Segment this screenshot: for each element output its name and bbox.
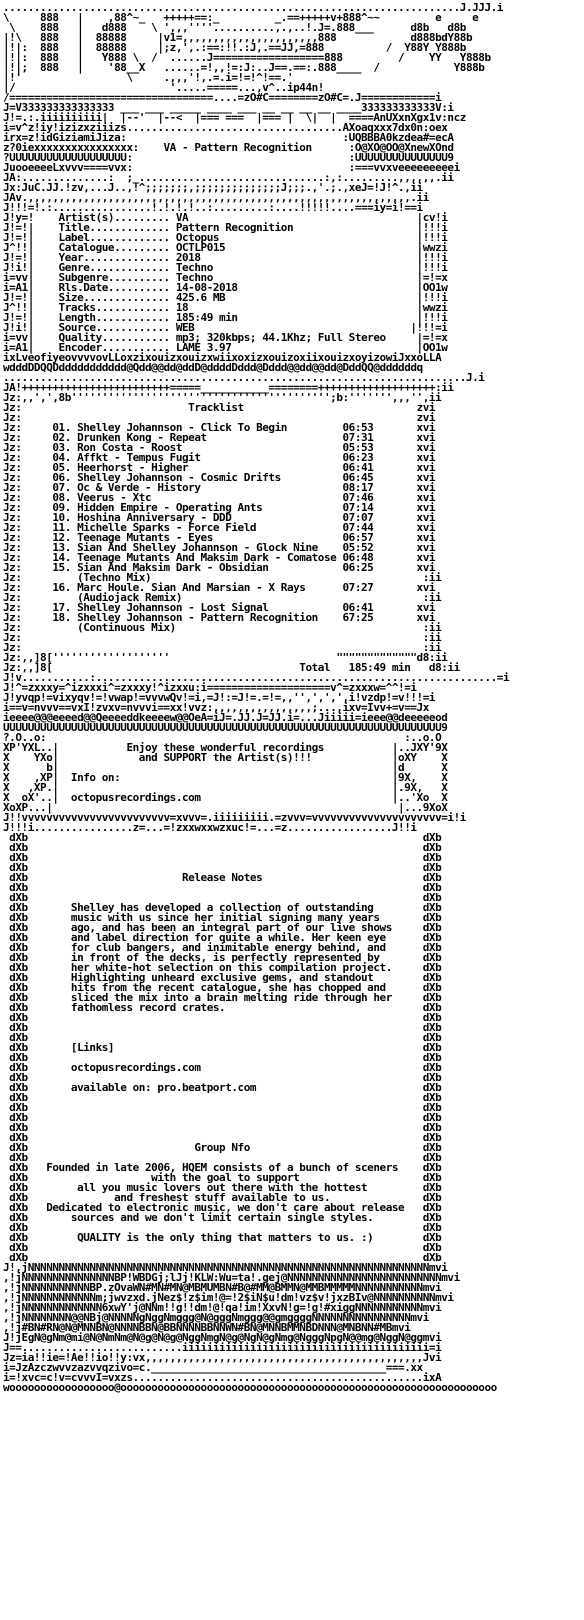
notes-border: dXb dXb [3,851,442,864]
notes-body-line: dXb ago, and has been an integral part of our live shows dXb [3,921,442,934]
support-url: X oX'..| octopusrecordings.com |..'Xo X [3,791,448,804]
separator-art-line: Jz:,,]8[''''''''''''''''''' """""""""""""d8:ii [3,651,448,664]
notes-border: dXb dXb [3,841,442,854]
info-field-subgenre: i=vv| Subgenre.......... Techno |=!=x [3,271,448,284]
notes-body-line: dXb and label direction for quite a while. Her keen eye dXb [3,931,442,944]
info-field-genre: J!i!| Genre............. Techno |!!!i [3,261,448,274]
header-art-line: |/ '.....=====...,v^..ip44n! [3,81,324,94]
header-art-line: irx=z!idGiziamiJiza: :UQBBBA0kzdea#=ecA [3,131,454,144]
header-art-line: Jx:JuC.JJ.!zv,...J..,!^;;;;;;;,;;;;;;;;;;;;;;J;;;.,'.;.,xeJ=!J!^.,ii [3,181,423,194]
header-art-line: |!|; 888 | '88__X ......=!,,!=:J:..J==.==:.888____ / Y888b [3,61,485,74]
track-row: Jz: 16. Marc Houle. Sian And Marsian - X Rays 07:27 xvi [3,581,436,594]
notes-border: dXb dXb [3,1071,442,1084]
support-info-label: X ,XP| Info on: |9X, X [3,771,448,784]
nfo-line: Jz: zvi [3,411,436,424]
track-row: Jz: 10. Hoshina Anniversary - DDD 07:07 xvi [3,511,436,524]
info-field-encoder: i=A1| Encoder........... LAME 3.97 |OO1w [3,341,448,354]
separator-art-line: UUUUUUUUUUUUUUUUUUUUUUUUUUUUUUUUUUUUUUUUUUUUUUUUUUUUUUUUUUUUUUUUUUUUUUU9 [3,721,448,734]
separator-art-line: J!^=zxxxy=^izxxxi^=zxxxy!^izxxu:i====================v^=zxxxw=^^!=i [3,681,417,694]
notes-body-line: dXb fathomless record crates. dXb [3,1001,442,1014]
tracklist-heading: Jz: Tracklist zvi [3,401,436,414]
notes-border: dXb dXb [3,1101,442,1114]
header-art-line: JAv.,,,,,,,,,,,,,,,,,,,,,,,,,,,,,,,,,,,,,,,,,,,,,,,,,,,,,,,,,,,,,,.ii [3,191,429,204]
notes-border: dXb dXb [3,1131,442,1144]
info-field-label: J!=!| Label............. Octopus |!!!i [3,231,448,244]
header-art-line: \ 888 | d888 \ ',,,''''..........,.,..!.J=.888___ d8b d8b [3,21,466,34]
notes-border: dXb dXb [3,1111,442,1124]
group-motto: dXb QUALITY is the only thing that matters to us. :) dXb [3,1231,442,1244]
notes-link: dXb octopusrecordings.com dXb [3,1061,442,1074]
nfo-line: Jz: :ii [3,631,442,644]
notes-border: dXb dXb [3,1221,442,1234]
footer-art-line: i=!xvc=c!v=cvvvI=vxzs...............................................ixA [3,1371,442,1384]
support-art-line: X ,XP.| |.9X, X [3,781,448,794]
support-box-top: ?.O..o: :..o.O [3,731,442,744]
group-body-line: dXb with the goal to support dXb [3,1171,442,1184]
footer-art-line: J==..........................iiiiiiiiiiiiiiiiiiiiiiiiiiiiiiiiiiiiiiii=i [3,1341,442,1354]
track-row: Jz: 07. Oc & Verde - History 08:17 xvi [3,481,436,494]
notes-body-line: dXb Shelley has developed a collection of outstanding dXb [3,901,442,914]
separator-art-line: i==v=nvvv==vxI!zvxv=nvvvi==xx!vvz:,,,,,,,,,,,,,,,,;...,ixv=Ivv+=v==Jx [3,701,429,714]
notes-border: dXb dXb [3,861,442,874]
group-body-line: dXb all you music lovers out there with the hottest dXb [3,1181,442,1194]
footer-art-line: Jz=ia!!ie=!Ae!!io!!y:vx,,,,,,,,,,,,,,,,,,,,,,,,,,,,,,,,,,,,,,,,,,,,,Jvi [3,1351,442,1364]
header-art-line: i=v^z!iy!izizxziiizs...................................AXoaqxxx7dx0n:oex [3,121,448,134]
track-row: Jz: 14. Teenage Mutants And Maksim Dark - Comatose 06:48 xvi [3,551,436,564]
separator-art-line: ...........................................................................J.i [3,371,485,384]
footer-art-line: ,!jNNNNNNNN@@NBj@NNNNNgNggNmggg@N@gggNmggg@@gmggggNNNNNNNNNNNNNNNNmvi [3,1311,429,1324]
notes-links-label: dXb [Links] dXb [3,1041,442,1054]
separator-art-line: Jz:,,',',8b'''''''''''''''''''''''''''''''''''''''''';b:''''''',,,'',ii [3,391,442,404]
separator-art-line: J!!vvvvvvvvvvvvvvvvvvvvvvvv=xvvv=.iiiiiiiii.=zvvv=vvvvvvvvvvvvvvvvvvvvv=i!i [3,811,466,824]
footer-art-line: ,!jNNNNNNNNNNNBP.zOvaWN#MN#MN@MBMUMBN#B@#MM@BMMN@MMBMMMMMNNNNNNNNNNNmvi [3,1281,442,1294]
info-field-year: J!=!| Year.............. 2018 |!!!i [3,251,448,264]
separator-art-line: wdddDDQQDddddddddddd@Qdd@@dd@ddD@ddddDddd@Dddd@@dd@@dd@DddQQ@ddddddq [3,361,423,374]
info-field-catalogue: J^!!| Catalogue......... OCTLP015 |wwzi [3,241,448,254]
notes-body-line: dXb music with us since her initial signing many years dXb [3,911,442,924]
separator-art-line: J!!!i................z=...=!zxxwxxwzxuc!=...=z.................J!!i [3,821,417,834]
group-body-line: dXb sources and we don't limit certain single styles. dXb [3,1211,442,1224]
nfo-document [3,3,581,1393]
track-row: Jz: 04. Affkt - Tempus Fugit 06:23 xvi [3,451,436,464]
footer-art-line: ,!jNNNNNNNNNNNNN6xwY'j@NNm!!g!!dm!@!qa!im!XxvN!g=!g!#xiggNNNNNNNNNNNmvi [3,1301,442,1314]
notes-border: dXb dXb [3,1121,442,1134]
track-row: Jz: 12. Teenage Mutants - Eyes 06:57 xvi [3,531,436,544]
info-field-length: J!=!| Length............ 185:49 min |!!!i [3,311,448,324]
header-art-line: ..........................................................................J.JJJ.i [3,3,503,14]
header-art-line: |!' \ .,,,'!,.=.i=!=!^!==.' [3,71,294,84]
notes-border: dXb dXb [3,831,442,844]
footer-art-line: i=JzAzczwvvzazvvqzivo=c.______________________________________===.xx [3,1361,423,1374]
header-art-line: J=V333333333333333 ___ ___ _____ ____ ___ __ __ __ __ ____333333333333V:i [3,101,454,114]
notes-border: dXb dXb [3,1031,442,1044]
separator-art-line: J!yvqp!=vixyqv!=!vwap!=vvvwQv!=i,=J!:=J!=.=!=,,'',',',',i!vzdp!=v!!!=i [3,691,436,704]
support-art-line: X b| |d X [3,761,448,774]
info-field-tracks: J^!!| Tracks............ 18 |wwzi [3,301,448,314]
track-row: Jz: 06. Shelley Johannson - Cosmic Drifts 06:45 xvi [3,471,436,484]
header-art-line: JA:..............: ;_..............................:,:.........,,,,,,.ii [3,171,454,184]
footer-art-line: ,!jNNNNNNNNNNNNNNNBP!WBDGj;lJj!KLW:Wu=ta!.gej@NNNNNNNNNNNNNNNNNNNNNNNNNmvi [3,1271,460,1284]
support-box-bottom: XoXP...| |...9XoX [3,801,448,814]
info-field-source: J!i!| Source............ WEB |!!!=i [3,321,448,334]
group-body-line: dXb Founded in late 2006, HQEM consists of a bunch of sceners dXb [3,1161,442,1174]
footer-art-line: J!jEgN@gNm@mi@N@NmNm@N@g@N@g@NggNmgN@g@NgN@gNmg@NgggNpgN@@mg@NggN@ggmvi [3,1331,442,1344]
info-field-size: J!=!| Size.............. 425.6 MB |!!!i [3,291,448,304]
header-art-line: J!!!=!.:................!.!.!.!..:.........:....!!!!!....===iy=i!==i [3,201,423,214]
header-art-line: |!|: 888 | 88888 |;z,',.:==:!!.:J,.==JJ,=888 / Y88Y Y888b [3,41,466,54]
track-row: Jz: 05. Heerhorst - Higher 06:41 xvi [3,461,436,474]
track-subtitle: Jz: (Techno Mix) :ii [3,571,442,584]
separator-art-line: JA!++++++++++++++++++++++++=====___________========+++++++++++++++++++:ii [3,381,454,394]
header-art-line: J!=.:.iiiiiiiiii| |--' |--< |=== === |=== | \| | ====AnUXxnXgx1v:ncz [3,111,466,124]
notes-heading: dXb Release Notes dXb [3,871,442,884]
notes-body-line: dXb sliced the mix into a brain melting ride through her dXb [3,991,442,1004]
group-body-line: dXb and freshest stuff available to us. dXb [3,1191,442,1204]
group-body-line: dXb Dedicated to electronic music, we don't care about release dXb [3,1201,442,1214]
notes-border: dXb dXb [3,1011,442,1024]
header-art-line: JuooeeeeLxvvv====vvx: :===vvxveeeeeeeeei [3,161,460,174]
footer-art-line: ,!j#BN#RN@N@MNNBN@NNNNBBN@BBNNNNBBNNWN#BN@MNNBMMNBDNNN@MNBNN#MBmvi [3,1321,411,1334]
separator-art-line: ieeee@@@eeeed@@Qeeeeddkeeeew@@OeA=iJ=.JJ.J=JJ.i=...Jiiiii=ieee@@deeeeeod [3,711,448,724]
track-row: Jz: 09. Hidden Empire - Operating Ants 07:14 xvi [3,501,436,514]
notes-border: dXb dXb [3,891,442,904]
track-row: Jz: 11. Michelle Sparks - Force Field 07:44 xvi [3,521,436,534]
notes-border: dXb dXb [3,1051,442,1064]
header-art-line: \ 888 | ,88^~_ +++++==:_ _.==+++++v+888^~~ e e [3,11,479,24]
notes-border: dXb dXb [3,1151,442,1164]
notes-body-line: dXb in front of the decks, is perfectly represented by dXb [3,951,442,964]
track-row: Jz: 15. Sian And Maksim Dark - Obsidian 06:25 xvi [3,561,436,574]
track-row: Jz: 08. Veerus - Xtc 07:46 xvi [3,491,436,504]
notes-border: dXb dXb [3,1241,442,1254]
notes-body-line: dXb hits from the recent catalogue, she has chopped and dXb [3,981,442,994]
info-field-artists: J!y=! Artist(s)......... VA |cv!i [3,211,448,224]
header-art-line: |!|: 888 | Y888 \ / ......J==================888 / YY Y888b [3,51,491,64]
track-row: Jz: 13. Sian And Shelley Johannson - Glock Nine 05:52 xvi [3,541,436,554]
header-art-line: /=================================....=zO#C========zO#C=.J============i [3,91,442,104]
track-row: Jz: 17. Shelley Johannson - Lost Signal 06:41 xvi [3,601,436,614]
footer-art-line: wooooooooooooooooo@ooooooooooooooooooooooooooooooooooooooooooooooooooooooooooooo [3,1381,497,1393]
notes-body-line: dXb for club bangers, and inimitable energy behind, and dXb [3,941,442,954]
separator-art-line: J!v...........:.................................................................=i [3,671,510,684]
info-field-rlsdate: i=A1| Rls.Date.......... 14-08-2018 |OO1w [3,281,448,294]
separator-art-line: ixLveofiyeovvvvovLLoxzixouizxouizxwiixoxizxouizoxiixouizxoyizowiJxxoLLA [3,351,442,364]
nfo-line: Jz: :ii [3,641,442,654]
header-art-line: |!\ 888 | 88888 |v1=,,,,,,,,,,,,,,,,,,,,,,888 d888bdY88b [3,31,473,44]
support-line: XP'YXL..| Enjoy these wonderful recordings |..JXY'9X [3,741,448,754]
track-row: Jz: 02. Drunken Kong - Repeat 07:31 xvi [3,431,436,444]
track-subtitle: Jz: (Audiojack Remix) :ii [3,591,442,604]
release-title-line: z?0iexxxxxxxxxxxxxxxx: VA - Pattern Recognition :O@XO@OO@XnewXOnd [3,141,454,154]
track-subtitle: Jz: (Continuous Mix) :ii [3,621,442,634]
notes-border: dXb dXb [3,1021,442,1034]
track-row: Jz: 18. Shelley Johannson - Pattern Recognition 67:25 xvi [3,611,436,624]
group-heading: dXb Group Nfo dXb [3,1141,442,1154]
track-row: Jz: 01. Shelley Johannson - Click To Begin 06:53 xvi [3,421,436,434]
footer-art-line: ,!jNNNNNNNNNNNNm;jwvzxd.jNez$!z$im!@=!2$iN$u!dm!vz$v!jxzBIv@NNNNNNNNNNmvi [3,1291,454,1304]
info-field-title: J!=!| Title............. Pattern Recognition |!!!i [3,221,448,234]
notes-body-line: dXb her white-hot selection on this compilation project. dXb [3,961,442,974]
tracklist-total: Jz:,,]8[ Total 185:49 min d8:ii [3,661,460,674]
info-field-quality: i=vv| Quality........... mp3; 320kbps; 44.1Khz; Full Stereo |=!=x [3,331,448,344]
track-row: Jz: 03. Ron Costa - Roost 05:53 xvi [3,441,436,454]
notes-link: dXb available on: pro.beatport.com dXb [3,1081,442,1094]
notes-border: dXb dXb [3,1091,442,1104]
footer-art-line: J!,jNNNNNNNNNNNNNNNNNNNNNNNNNNNNNNNNNNNNNNNNNNNNNNNNNNNNNNNNNNNNNNNNNmvi [3,1261,448,1274]
notes-body-line: dXb Highlighting unheard exclusive gems, and standout dXb [3,971,442,984]
header-art-line: ?UUUUUUUUUUUUUUUUUUU: :UUUUUUUUUUUUUUU9 [3,151,454,164]
notes-border: dXb dXb [3,881,442,894]
notes-border: dXb dXb [3,1251,442,1264]
support-line: X YXo| and SUPPORT the Artist(s)!!! |oXY X [3,751,448,764]
